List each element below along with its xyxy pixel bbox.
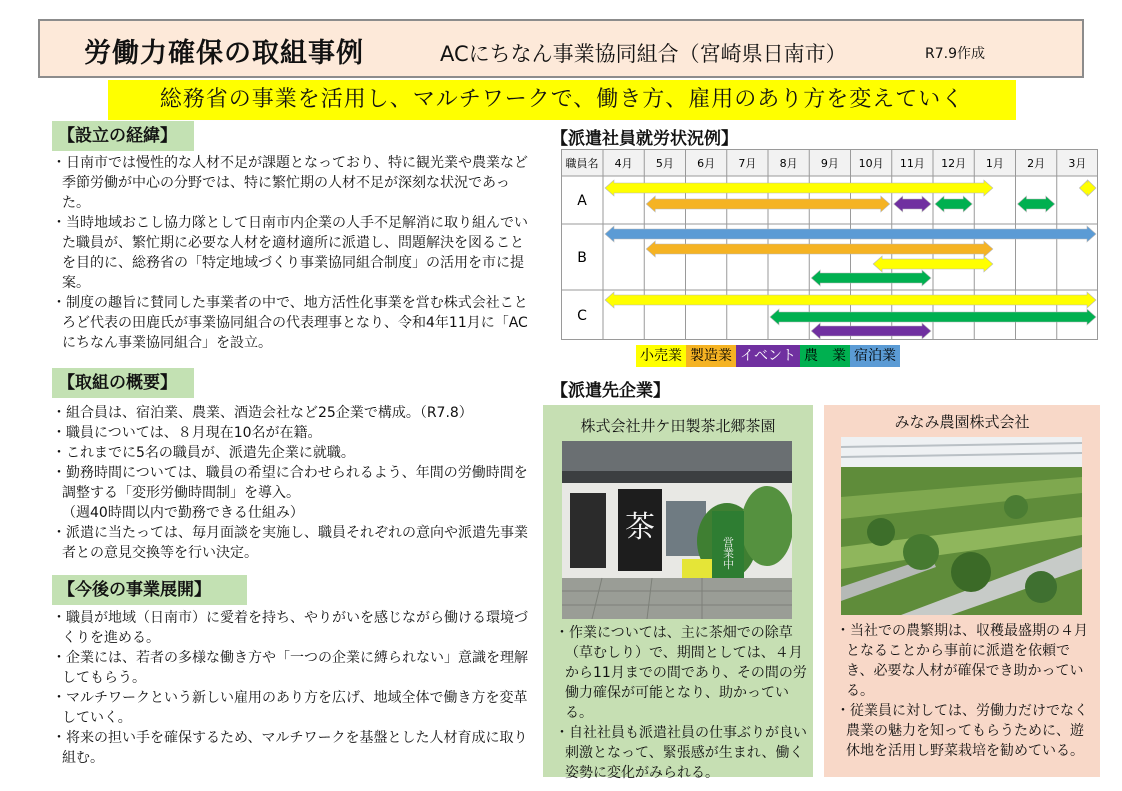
month-label: 5月 [655,157,674,170]
dispatch-heading: 【派遣先企業】 [551,381,670,401]
company-notes [555,623,807,783]
created-date: R7.9作成 [925,46,985,62]
overview-item: ・職員については、８月現在10名が在籍。 [52,425,322,441]
founding-item: ・制度の趣旨に賛同した事業者の中で、地方活性化事業を営む株式会社ことろど代表の田鹿氏が事業協同組合の代表理事となり、令和4年11月に「ACにちなん事業協同組合」を設立。 [52,295,528,351]
month-label: 1月 [985,157,1004,170]
company-note: ・当社での農繁期は、収穫最盛期の４月となることから事前に派遣を依頼でき、必要な人材が確保でき助かっている。 [836,623,1088,699]
month-label: 12月 [941,157,967,170]
future-item: ・職員が地域（日南市）に愛着を持ち、やりがいを感じながら働ける環境づくりを進める。 [52,610,528,646]
legend-item-agriculture: 農 業 [800,345,850,367]
overview-item: ・勤務時間については、職員の希望に合わせられるよう、年間の労働時間を調整する「変形労働時間制」を導入。 [52,465,528,501]
company-card-farm [824,405,1100,777]
legend-item-retail: 小売業 [636,345,686,367]
overview-item: ・組合員は、宿泊業、農業、酒造会社など25企業で構成。（R7.8） [52,405,473,421]
work-schedule-svg [561,149,1098,340]
tea-banner-text: 茶 [625,510,655,545]
title-box [38,19,1084,78]
month-label: 2月 [1027,157,1046,170]
open-signboard-text: 営業中 [721,536,735,570]
month-label: 3月 [1068,157,1087,170]
month-label: 8月 [779,157,798,170]
company-name: みなみ農園株式会社 [894,413,1030,431]
legend-item-manufacturing: 製造業 [686,345,736,367]
overview-item: （週40時間以内で勤務できる仕組み） [62,505,304,521]
employee-label: A [577,193,587,209]
header-label: 職員名 [565,157,599,170]
future-label: 【今後の事業展開】 [52,575,247,605]
month-label: 7月 [738,157,757,170]
organization-name: ACにちなん事業協同組合（宮崎県日南市） [440,42,847,66]
month-label: 10月 [858,157,884,170]
month-label: 11月 [899,157,925,170]
future-item: ・将来の担い手を確保するため、マルチワークを基盤とした人材育成に取り組む。 [52,730,528,766]
founding-label: 【設立の経緯】 [52,121,194,151]
work-schedule-chart [561,149,1098,340]
future-list [52,608,530,768]
tea-shop-photo [562,441,792,619]
company-note: ・作業については、主に茶畑での除草（草むしり）で、期間としては、４月から11月までの間であり、その間の労働力確保が可能となり、助かっている。 [555,625,807,721]
headline-banner: 総務省の事業を活用し、マルチワークで、働き方、雇用のあり方を変えていく [108,80,1016,120]
overview-label: 【取組の概要】 [52,368,194,398]
page-title: 労働力確保の取組事例 [84,38,364,69]
future-item: ・企業には、若者の多様な働き方や「一つの企業に縛られない」意識を理解してもらう。 [52,650,528,686]
month-label: 6月 [697,157,716,170]
overview-item: ・これまでに5名の職員が、派遣先企業に就職。 [52,445,355,461]
company-name: 株式会社井ケ田製茶北郷茶園 [580,417,776,435]
chart-heading: 【派遣社員就労状況例】 [551,129,738,149]
overview-item: ・派遣に当たっては、毎月面談を実施し、職員それぞれの意向や派遣先事業者との意見交換等を行い決定。 [52,525,528,561]
legend-item-lodging: 宿泊業 [850,345,900,367]
founding-item: ・当時地域おこし協力隊として日南市内企業の人手不足解消に取り組んでいた職員が、繁忙期に必要な人材を適材適所に派遣し、問題解決を図ることを目的に、総務省の「特定地域づくり事業協同組合制度」の活用を市に提案。 [52,215,528,291]
company-notes [836,621,1094,761]
founding-item: ・日南市では慢性的な人材不足が課題となっており、特に観光業や農業など季節労働が中心の分野では、特に繁忙期の人材不足が深刻な状況であった。 [52,155,528,211]
company-card-tea [543,405,813,781]
employee-label: C [577,308,587,324]
company-note: ・自社社員も派遣社員の仕事ぶりが良い刺激となって、緊張感が生まれ、働く姿勢に変化がみられる。 [555,725,807,781]
legend-item-event: イベント [736,345,800,367]
month-label: 9月 [820,157,839,170]
chart-legend [636,345,900,367]
employee-label: B [577,250,587,266]
future-item: ・マルチワークという新しい雇用のあり方を広げ、地域全体で働き方を変革していく。 [52,690,528,726]
founding-list [52,153,530,353]
strawberry-greenhouse-photo [841,437,1082,615]
overview-list [52,403,530,563]
month-label: 4月 [614,157,633,170]
company-note: ・従業員に対しては、労働力だけでなく農業の魅力を知ってもらうために、遊休地を活用し野菜栽培を勧めている。 [836,703,1088,759]
